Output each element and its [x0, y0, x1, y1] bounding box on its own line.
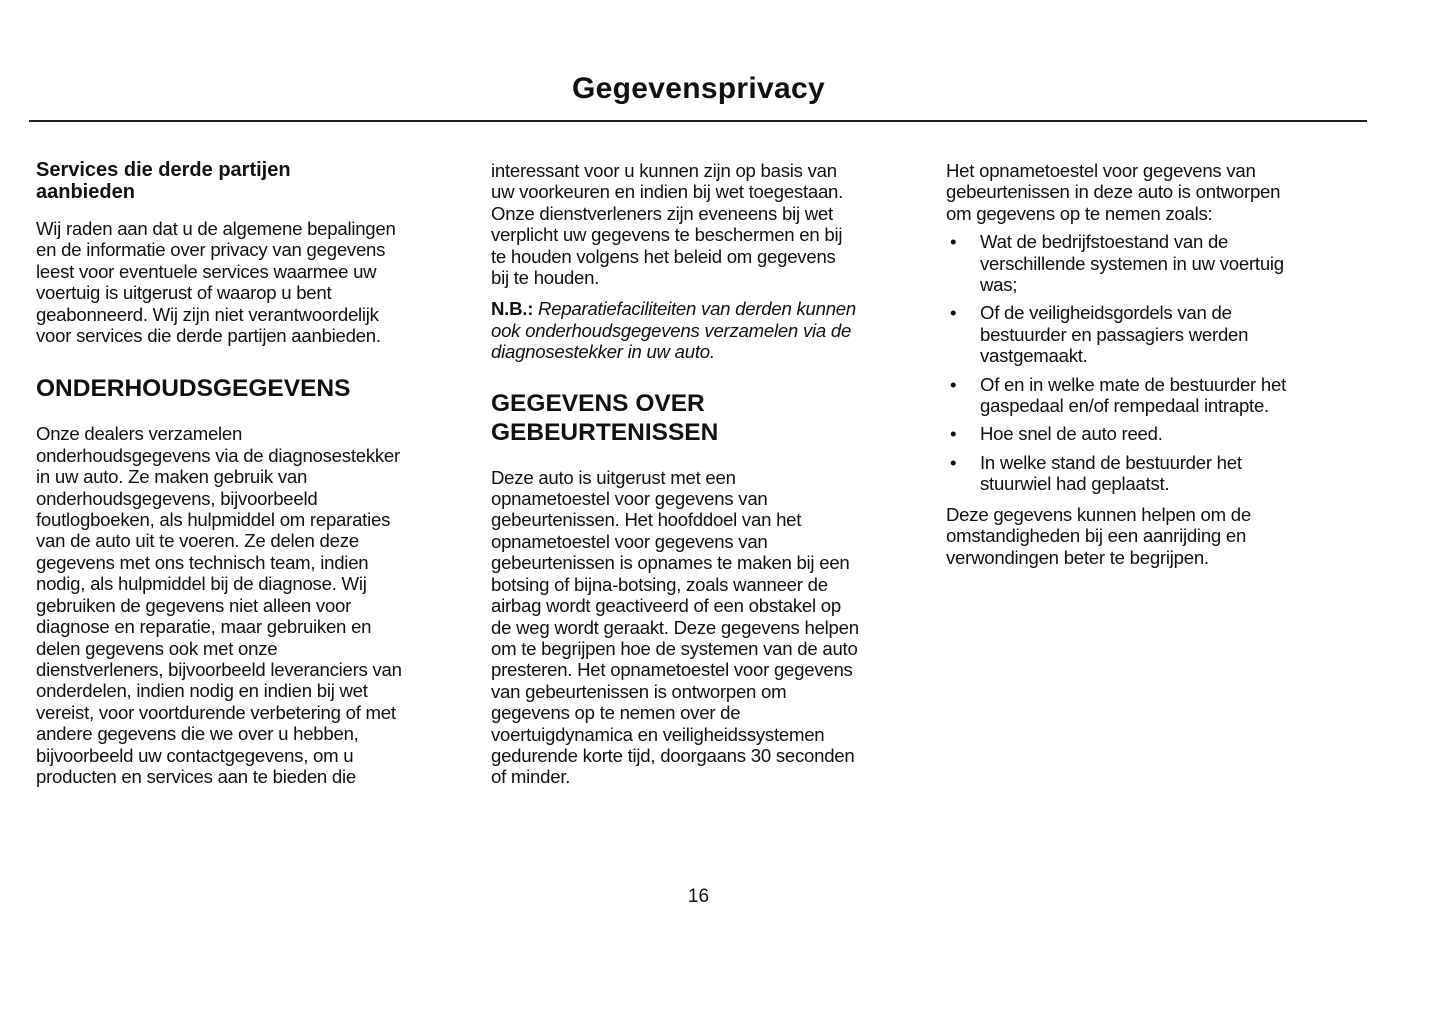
list-item: [946, 231, 1386, 295]
section-heading-third-party-services: Services die derde partijen aanbieden: [36, 159, 291, 203]
paragraph: Wij raden aan dat u de algemene bepalingen en de informatie over privacy van gegevens leest voor eventuele services waarmee uw voertuig is uitgerust of waarop u bent geabonneerd. Wij zijn niet verantwoordelijk voor services die derde partijen aanbieden.: [36, 218, 396, 347]
section-heading-maintenance-data: ONDERHOUDSGEGEVENS: [36, 375, 351, 403]
bullet-icon: •: [950, 423, 957, 445]
list-item: [946, 302, 1386, 366]
note: [491, 298, 931, 362]
bullet-list: [946, 231, 1386, 494]
section-heading-event-data: GEGEVENS OVER GEBEURTENISSEN: [491, 389, 719, 446]
list-item-text: Hoe snel de auto reed.: [980, 423, 1163, 445]
list-item-text: In welke stand de bestuurder het stuurwiel had geplaatst.: [980, 451, 1242, 495]
list-item-text: Of de veiligheidsgordels van de bestuurder en passagiers werden vastgemaakt.: [980, 302, 1249, 367]
list-item-text: Of en in welke mate de bestuurder het gaspedaal en/of rempedaal intrapte.: [980, 373, 1286, 417]
column-1: [36, 160, 476, 797]
header-divider: [29, 120, 1367, 122]
paragraph: Deze auto is uitgerust met een opnametoestel voor gegevens van gebeurtenissen. Het hoofddoel van het opnametoestel voor gegevens van gebeurtenissen is opnames te maken bij een botsing of bijna-botsing, zoals wanneer de airbag wordt geactiveerd of een obstakel op de weg wordt geraakt. Deze gegevens helpen om te begrijpen hoe de systemen van de auto presteren. Het opnametoestel voor gegevens van gebeurtenissen is ontworpen om gegevens op te nemen over de voertuigdynamica en veiligheidssystemen gedurende korte tijd, doorgaans 30 seconden of minder.: [491, 466, 859, 788]
note-label: N.B.:: [491, 298, 534, 320]
column-3: [946, 160, 1386, 578]
bullet-icon: •: [950, 451, 957, 473]
paragraph: Het opnametoestel voor gegevens van gebeurtenissen in deze auto is ontworpen om gegevens op te nemen zoals:: [946, 160, 1281, 224]
bullet-icon: •: [950, 302, 957, 324]
list-item: [946, 452, 1386, 495]
paragraph: Onze dealers verzamelen onderhoudsgegevens via de diagnosestekker in uw auto. Ze maken gebruik van onderhoudsgegevens, bijvoorbeeld foutlogboeken, als hulpmiddel om reparaties van de auto uit te voeren. Ze delen deze gegevens met ons technisch team, indien nodig, als hulpmiddel bij de diagnose. Wij gebruiken de gegevens niet alleen voor diagnose en reparatie, maar gebruiken en delen gegevens ook met onze dienstverleners, bijvoorbeeld leveranciers van onderdelen, indien nodig en indien bij wet vereist, voor voortdurende verbetering of met andere gegevens die we over u hebben, bijvoorbeeld uw contactgegevens, om u producten en services aan te bieden die: [36, 423, 402, 787]
paragraph: interessant voor u kunnen zijn op basis van uw voorkeuren en indien bij wet toegestaan. Onze dienstverleners zijn eveneens bij wet verplicht uw gegevens te beschermen en bij te houden volgens het beleid om gegevens bij te houden.: [491, 160, 844, 289]
paragraph: Deze gegevens kunnen helpen om de omstandigheden bij een aanrijding en verwondingen beter te begrijpen.: [946, 503, 1251, 568]
note-text: Reparatiefaciliteiten van derden kunnen ook onderhoudsgegevens verzamelen via de diagnosestekker in uw auto.: [491, 298, 856, 363]
list-item: [946, 423, 1386, 444]
bullet-icon: •: [950, 231, 957, 253]
page-number: 16: [687, 886, 710, 907]
list-item-text: Wat de bedrijfstoestand van de verschillende systemen in uw voertuig was;: [980, 231, 1284, 296]
list-item: [946, 374, 1386, 417]
column-2: [491, 160, 931, 798]
bullet-icon: •: [950, 373, 957, 395]
page-title: Gegevensprivacy: [572, 72, 825, 105]
